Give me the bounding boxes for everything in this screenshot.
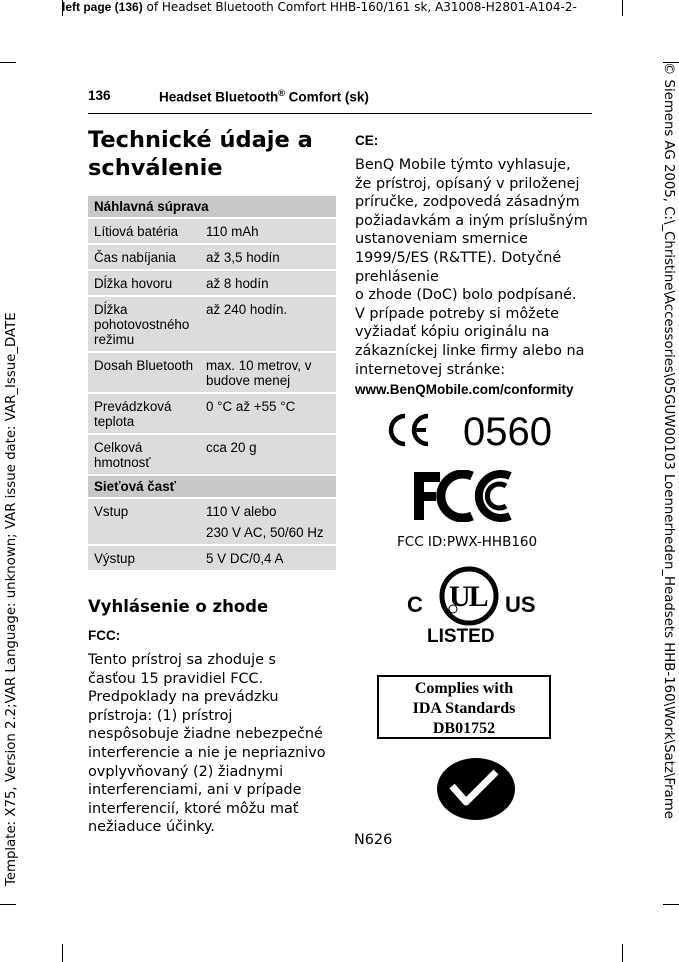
text-line: BenQ Mobile týmto vyhlasuje, (355, 157, 571, 173)
spec-label: Lítiová batéria (88, 219, 200, 243)
table-group-header (88, 476, 336, 497)
copyright-info: © Siemens AG 2005, C:\_Christine\Accessories\05GUW00103 Loennerheden_Headsets HHB-160\Work\Satz\Frame (661, 62, 676, 819)
crop-mark (622, 0, 623, 16)
table-row (88, 219, 336, 243)
text-line: interferencií, ktoré môžu mať (88, 800, 299, 817)
fcc-label: FCC: (88, 628, 121, 643)
text-line: internetovej stránke: (355, 361, 506, 378)
table-row (88, 394, 336, 433)
spec-value-line: 230 V AC, 50/60 Hz (206, 525, 324, 540)
c-tick-logo-icon (436, 756, 518, 822)
spec-label: Čas nabíjania (88, 245, 200, 269)
section-title: Technické údaje a schválenie (88, 127, 313, 181)
table-group-header (88, 196, 336, 217)
crop-mark (622, 944, 623, 962)
group-label: Sieťová časť (88, 476, 336, 497)
spec-value: až 8 hodín (200, 271, 336, 295)
spec-value: až 240 hodín. (200, 297, 336, 351)
crop-mark (0, 904, 16, 905)
spec-value: 5 V DC/0,4 A (200, 546, 336, 570)
text-line: časťou 15 pravidiel FCC. (88, 670, 264, 687)
fcc-text (88, 651, 338, 837)
registered-mark: ® (278, 88, 285, 98)
table-row (88, 499, 336, 544)
header-title-main: Headset Bluetooth (159, 89, 279, 105)
spec-value: 0 °C až +55 °C (200, 394, 336, 433)
spec-value (200, 499, 336, 544)
ce-mark-icon (386, 410, 432, 450)
ul-listed-logo (405, 562, 535, 648)
conformity-url: www.BenQMobile.com/conformity (355, 382, 574, 397)
declaration-title: Vyhlásenie o zhode (88, 597, 269, 616)
text-line: Predpoklady na prevádzku (88, 689, 279, 706)
text-line: nežiaduce účinky. (88, 819, 215, 836)
text-line: požiadavkám a iným príslušným (355, 212, 588, 229)
spec-label: Dĺžka pohotovostného režimu (88, 297, 200, 351)
fcc-logo-icon (414, 470, 520, 522)
text-line: vyžiadať kópiu originálu na (355, 324, 550, 341)
spec-label: Výstup (88, 546, 200, 570)
group-label: Náhlavná súprava (88, 196, 336, 217)
spec-label: Prevádzková teplota (88, 394, 200, 433)
header-title (159, 88, 369, 105)
text-line: prístroja: (1) prístroj (88, 707, 233, 724)
table-row (88, 353, 336, 392)
text-line: prehlásenie (355, 268, 439, 285)
spec-value: cca 20 g (200, 435, 336, 474)
spec-label: Dĺžka hovoru (88, 271, 200, 295)
text-line: ustanoveniam smernice (355, 231, 528, 248)
text-line: zákazníckej linke firmy alebo na (355, 342, 585, 359)
spec-value-line: 110 V alebo (206, 504, 277, 519)
spec-value: max. 10 metrov, v budove menej (200, 353, 336, 392)
table-row (88, 297, 336, 351)
header-title-suffix: Comfort (sk) (284, 89, 369, 105)
spec-label: Dosah Bluetooth (88, 353, 200, 392)
ul-us: US (505, 592, 536, 617)
table-row (88, 245, 336, 269)
ida-line: DB01752 (432, 720, 496, 737)
spec-table (88, 194, 336, 572)
print-info-page: left page (136) (62, 0, 143, 14)
text-line: že prístroj, opísaný v priloženej (355, 175, 580, 192)
ce-text (355, 156, 595, 379)
notified-body-number: 0560 (463, 410, 552, 454)
model-code: N626 (354, 832, 393, 848)
spec-label: Celková hmotnosť (88, 435, 200, 474)
text-line: o zhode (DoC) bolo podpísané. (355, 287, 577, 304)
template-info: Template: X75, Version 2.2;VAR Language: unknown; VAR issue date: VAR_Issue_DATE (4, 312, 19, 886)
ida-compliance-box (377, 675, 551, 739)
text-line: ovplyvňovaný (2) žiadnymi (88, 763, 284, 780)
ida-line: IDA Standards (412, 700, 516, 717)
text-line: nespôsobuje žiadne nebezpečné (88, 726, 323, 743)
table-row (88, 435, 336, 474)
print-info-doc: of Headset Bluetooth Comfort HHB-160/161 sk, A31008-H2801-A104-2- (142, 0, 577, 14)
crop-mark (0, 62, 16, 63)
text-line: Tento prístroj sa zhoduje s (88, 652, 277, 668)
crop-mark (663, 904, 679, 905)
spec-value: až 3,5 hodín (200, 245, 336, 269)
spec-label: Vstup (88, 499, 200, 544)
table-row (88, 271, 336, 295)
print-info-line (62, 0, 577, 14)
ce-label: CE: (355, 133, 379, 148)
ul-c: C (407, 592, 423, 617)
text-line: V prípade potreby si môžete (355, 305, 560, 322)
header-rule (88, 113, 592, 114)
text-line: interferenciami, ani v prípade (88, 782, 302, 799)
ida-line: Complies with (414, 680, 514, 697)
fcc-id: FCC ID:PWX-HHB160 (397, 534, 538, 550)
text-line: 1999/5/ES (R&TTE). Dotyčné (355, 249, 562, 266)
text-line: interferencie a nie je nepriaznivo (88, 744, 326, 761)
spec-value: 110 mAh (200, 219, 336, 243)
text-line: príručke, zodpovedá zásadným (355, 194, 580, 211)
table-row (88, 546, 336, 570)
page-number: 136 (88, 88, 111, 103)
ul-letters: UL (449, 580, 487, 613)
crop-mark (62, 944, 63, 962)
ul-listed: LISTED (427, 626, 495, 647)
